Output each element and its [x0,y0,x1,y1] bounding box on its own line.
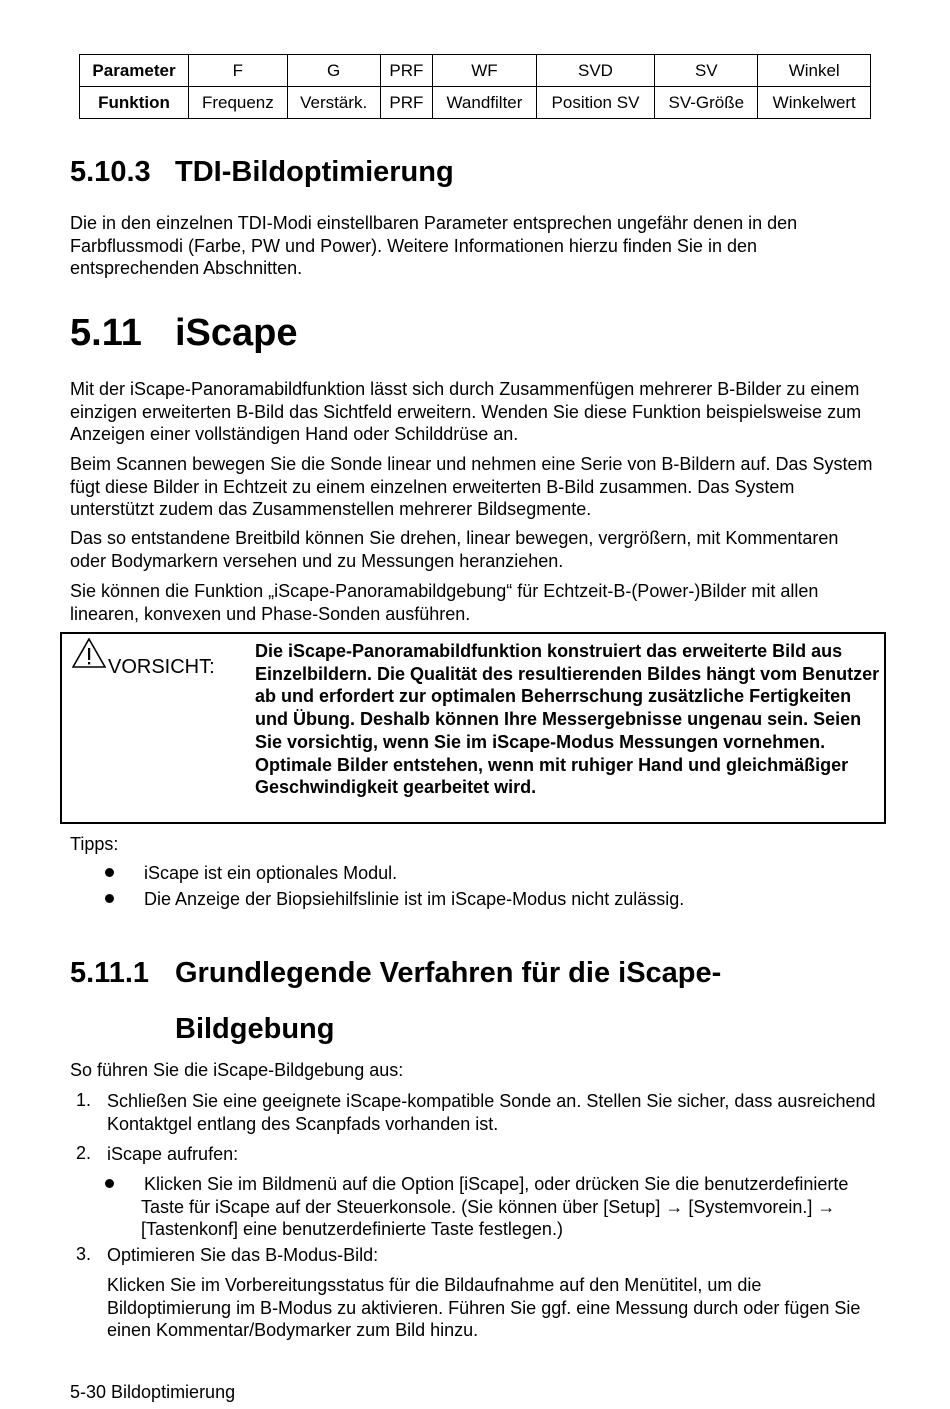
table-cell: Frequenz [189,87,288,119]
step-text: Schließen Sie eine geeignete iScape-kompatible Sonde an. Stellen Sie sicher, dass ausreichend Kontaktgel entlang des Scanpfads vorhanden ist. [107,1091,876,1134]
parameter-table [79,54,871,119]
table-cell: SV [655,55,758,87]
bullet-icon [105,868,114,877]
table-cell: SVD [536,55,654,87]
table-cell: Wandfilter [433,87,537,119]
table-cell: Position SV [536,87,654,119]
table-cell: Winkel [758,55,871,87]
section-title: Grundlegende Verfahren für die iScape- [175,957,722,989]
step-text: Optimieren Sie das B-Modus-Bild: [107,1245,379,1265]
table-cell: PRF [380,55,433,87]
caution-text: Die iScape-Panoramabildfunktion konstruiert das erweiterte Bild aus Einzelbildern. Die Qualität des resultierenden Bildes hängt vom Benutzer ab und erfordert zur optimalen Beherrschung zusätzliche Fertigkeiten und Übung. Deshalb können Ihre Messergebnisse ungenau sein. Seien Sie vorsichtig, wenn Sie im iScape-Modus Messungen vornehmen. Optimale Bilder entstehen, wenn mit ruhiger Hand und gleichmäßiger Geschwindigkeit gearbeitet wird. [255,641,880,798]
table-cell: PRF [380,87,433,119]
table-cell: Verstärk. [287,87,380,119]
section-number: 5.11.1 [70,957,150,989]
page-footer: 5-30 Bildoptimierung [70,1382,236,1402]
table-row [80,55,871,87]
step-number: 1. [76,1090,92,1110]
section-heading-5-10-3 [70,156,454,189]
bullet-icon [105,894,114,903]
section-title: TDI-Bildoptimierung [175,156,454,188]
step-text: iScape aufrufen: [107,1144,239,1164]
caution-box [60,632,886,824]
table-cell: SV-Größe [655,87,758,119]
step-detail: Klicken Sie im Vorbereitungsstatus für die Bildaufnahme auf den Menütitel, um die Bildoptimierung im B-Modus zu aktivieren. Führen Sie ggf. eine Messung durch oder fügen Sie einen Kommentar/Bodymarker zum Bild hinzu. [107,1275,861,1340]
table-cell: Parameter [80,55,189,87]
section-number: 5.10.3 [70,156,151,188]
caution-label: VORSICHT: [108,656,215,678]
paragraph: Beim Scannen bewegen Sie die Sonde linear und nehmen eine Serie von B-Bildern auf. Das System fügt diese Bilder in Echtzeit zu einem einzelnen erweiterten B-Bild zusammen. Das System unterstützt zudem das Zusammenstellen mehrerer Bildsegmente. [70,454,873,519]
table-cell: F [189,55,288,87]
list-item: Die Anzeige der Biopsiehilfslinie ist im iScape-Modus nicht zulässig. [144,889,685,909]
tips-label: Tipps: [70,834,119,854]
section-heading-5-11-1 [70,945,721,1001]
paragraph: Sie können die Funktion „iScape-Panoramabildgebung“ für Echtzeit-B-(Power-)Bilder mit allen linearen, konvexen und Phase-Sonden ausführen. [70,581,819,624]
paragraph: Das so entstandene Breitbild können Sie drehen, linear bewegen, vergrößern, mit Kommentaren oder Bodymarkern versehen und zu Messungen heranziehen. [70,528,839,571]
step-subitem: Klicken Sie im Bildmenü auf die Option [iScape], oder drücken Sie die benutzerdefinierte Taste für iScape auf der Steuerkonsole. (Sie können über [Setup] → [Systemvorein.] → [Tastenkonf] eine benutzerdefinierte Taste festlegen.) [141,1174,849,1239]
table-cell: Winkelwert [758,87,871,119]
table-cell: G [287,55,380,87]
table-cell: Funktion [80,87,189,119]
paragraph: Mit der iScape-Panoramabildfunktion lässt sich durch Zusammenfügen mehrerer B-Bilder zu einem einzigen erweiterten B-Bild das Sichtfeld erweitern. Wenden Sie diese Funktion beispielsweise zum Anzeigen einer vollständigen Hand oder Schilddrüse an. [70,379,862,444]
paragraph: So führen Sie die iScape-Bildgebung aus: [70,1060,404,1080]
step-number: 2. [76,1143,92,1163]
table-cell: WF [433,55,537,87]
list-item: iScape ist ein optionales Modul. [144,863,398,883]
section-number: 5.11 [70,312,142,354]
warning-triangle-icon [72,638,106,668]
section-heading-5-11 [70,312,298,355]
section-title: iScape [175,312,298,354]
step-number: 3. [76,1244,92,1264]
section-title-continued: Bildgebung [175,1013,335,1045]
bullet-icon [105,1179,114,1188]
table-row [80,87,871,119]
paragraph: Die in den einzelnen TDI-Modi einstellbaren Parameter entsprechen ungefähr denen in den Farbflussmodi (Farbe, PW und Power). Weitere Informationen hierzu finden Sie in den entsprechenden Abschnitten. [70,213,798,278]
